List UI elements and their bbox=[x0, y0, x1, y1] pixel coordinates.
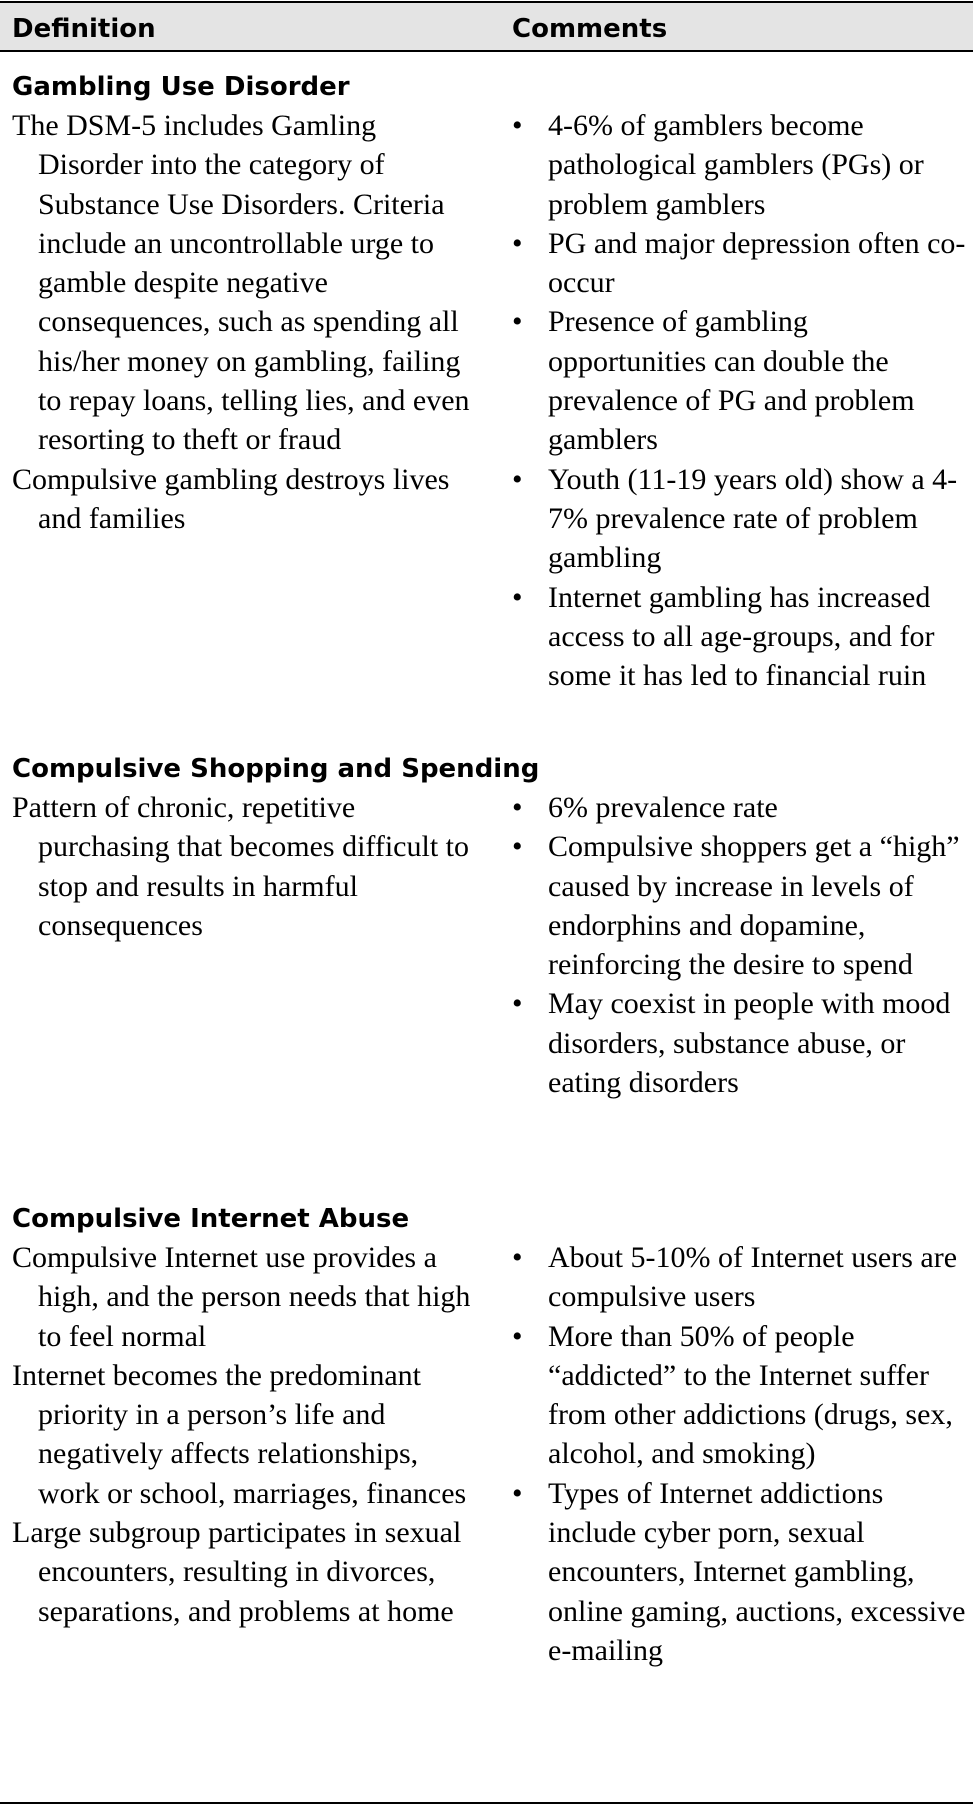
comment-item bbox=[512, 302, 967, 459]
comment-item bbox=[512, 106, 967, 224]
bullet-icon: • bbox=[512, 1319, 523, 1353]
bullet-icon: • bbox=[512, 987, 523, 1021]
definition-list bbox=[12, 106, 472, 538]
bullet-icon: • bbox=[512, 226, 523, 260]
comment-item bbox=[512, 827, 967, 984]
comment-item bbox=[512, 984, 967, 1102]
definition-item: Internet becomes the predominant priority in a person’s life and negatively affects relationships, work or school, marriages, finances bbox=[12, 1358, 467, 1510]
definition-list bbox=[12, 788, 472, 945]
definition-item: Large subgroup participates in sexual encounters, resulting in divorces, separations, and problems at home bbox=[12, 1516, 462, 1628]
comment-list bbox=[512, 788, 967, 1102]
section-title: Gambling Use Disorder bbox=[12, 72, 350, 102]
bullet-icon: • bbox=[512, 791, 523, 824]
bullet-icon: • bbox=[512, 830, 523, 864]
comment-item bbox=[512, 1317, 967, 1474]
definition-list bbox=[12, 1238, 472, 1631]
comment-item bbox=[512, 224, 967, 303]
table-header bbox=[0, 3, 973, 50]
definition-item: The DSM-5 includes Gamling Disorder into the category of Substance Use Disorders. Criteria include an uncontrollable urge to gamble despite negative consequences, such as spending all his/her money on gambling, failing to repay loans, telling lies, and even resorting to theft or fraud bbox=[12, 109, 470, 457]
header-rule bbox=[0, 50, 973, 52]
comment-item bbox=[512, 1238, 967, 1317]
bottom-rule bbox=[0, 1802, 973, 1804]
comment-text: Compulsive shoppers get a “high” caused by increase in levels of endorphins and dopamine, reinforcing the desire to spend bbox=[548, 830, 960, 982]
comment-text: Presence of gambling opportunities can double the prevalence of PG and problem gamblers bbox=[548, 305, 915, 457]
comment-text: PG and major depression often co-occur bbox=[548, 226, 966, 300]
comment-text: 4-6% of gamblers become pathological gamblers (PGs) or problem gamblers bbox=[548, 109, 924, 221]
comment-item bbox=[512, 460, 967, 578]
section-title: Compulsive Shopping and Spending bbox=[12, 754, 540, 784]
bullet-icon: • bbox=[512, 305, 523, 339]
comment-text: May coexist in people with mood disorders, substance abuse, or eating disorders bbox=[548, 987, 951, 1100]
comment-list bbox=[512, 106, 967, 695]
comment-text: More than 50% of people “addicted” to the Internet suffer from other addictions (drugs, sex, alcohol, and smoking) bbox=[548, 1319, 953, 1471]
header-comments: Comments bbox=[512, 14, 668, 44]
comment-item bbox=[512, 578, 967, 696]
comment-text: Internet gambling has increased access to all age-groups, and for some it has led to financial ruin bbox=[548, 580, 935, 693]
comment-text: Youth (11-19 years old) show a 4-7% prevalence rate of problem gambling bbox=[548, 462, 958, 575]
comment-text: Types of Internet addictions include cyber porn, sexual encounters, Internet gambling, online gaming, auctions, excessive e-mailing bbox=[548, 1476, 966, 1667]
bullet-icon: • bbox=[512, 109, 523, 142]
bullet-icon: • bbox=[512, 1241, 523, 1274]
comment-list bbox=[512, 1238, 967, 1670]
bullet-icon: • bbox=[512, 462, 523, 496]
comment-text: About 5-10% of Internet users are compulsive users bbox=[548, 1241, 958, 1314]
definition-item: Compulsive gambling destroys lives and families bbox=[12, 462, 450, 535]
header-definition: Definition bbox=[12, 14, 156, 44]
comment-item bbox=[512, 788, 967, 827]
bullet-icon: • bbox=[512, 1476, 523, 1510]
comment-item bbox=[512, 1474, 967, 1670]
definition-item: Compulsive Internet use provides a high, and the person needs that high to feel normal bbox=[12, 1241, 471, 1353]
section-title: Compulsive Internet Abuse bbox=[12, 1204, 410, 1234]
bullet-icon: • bbox=[512, 580, 523, 614]
comment-text: 6% prevalence rate bbox=[548, 791, 778, 824]
definition-item: Pattern of chronic, repetitive purchasing that becomes difficult to stop and results in harmful consequences bbox=[12, 791, 470, 942]
